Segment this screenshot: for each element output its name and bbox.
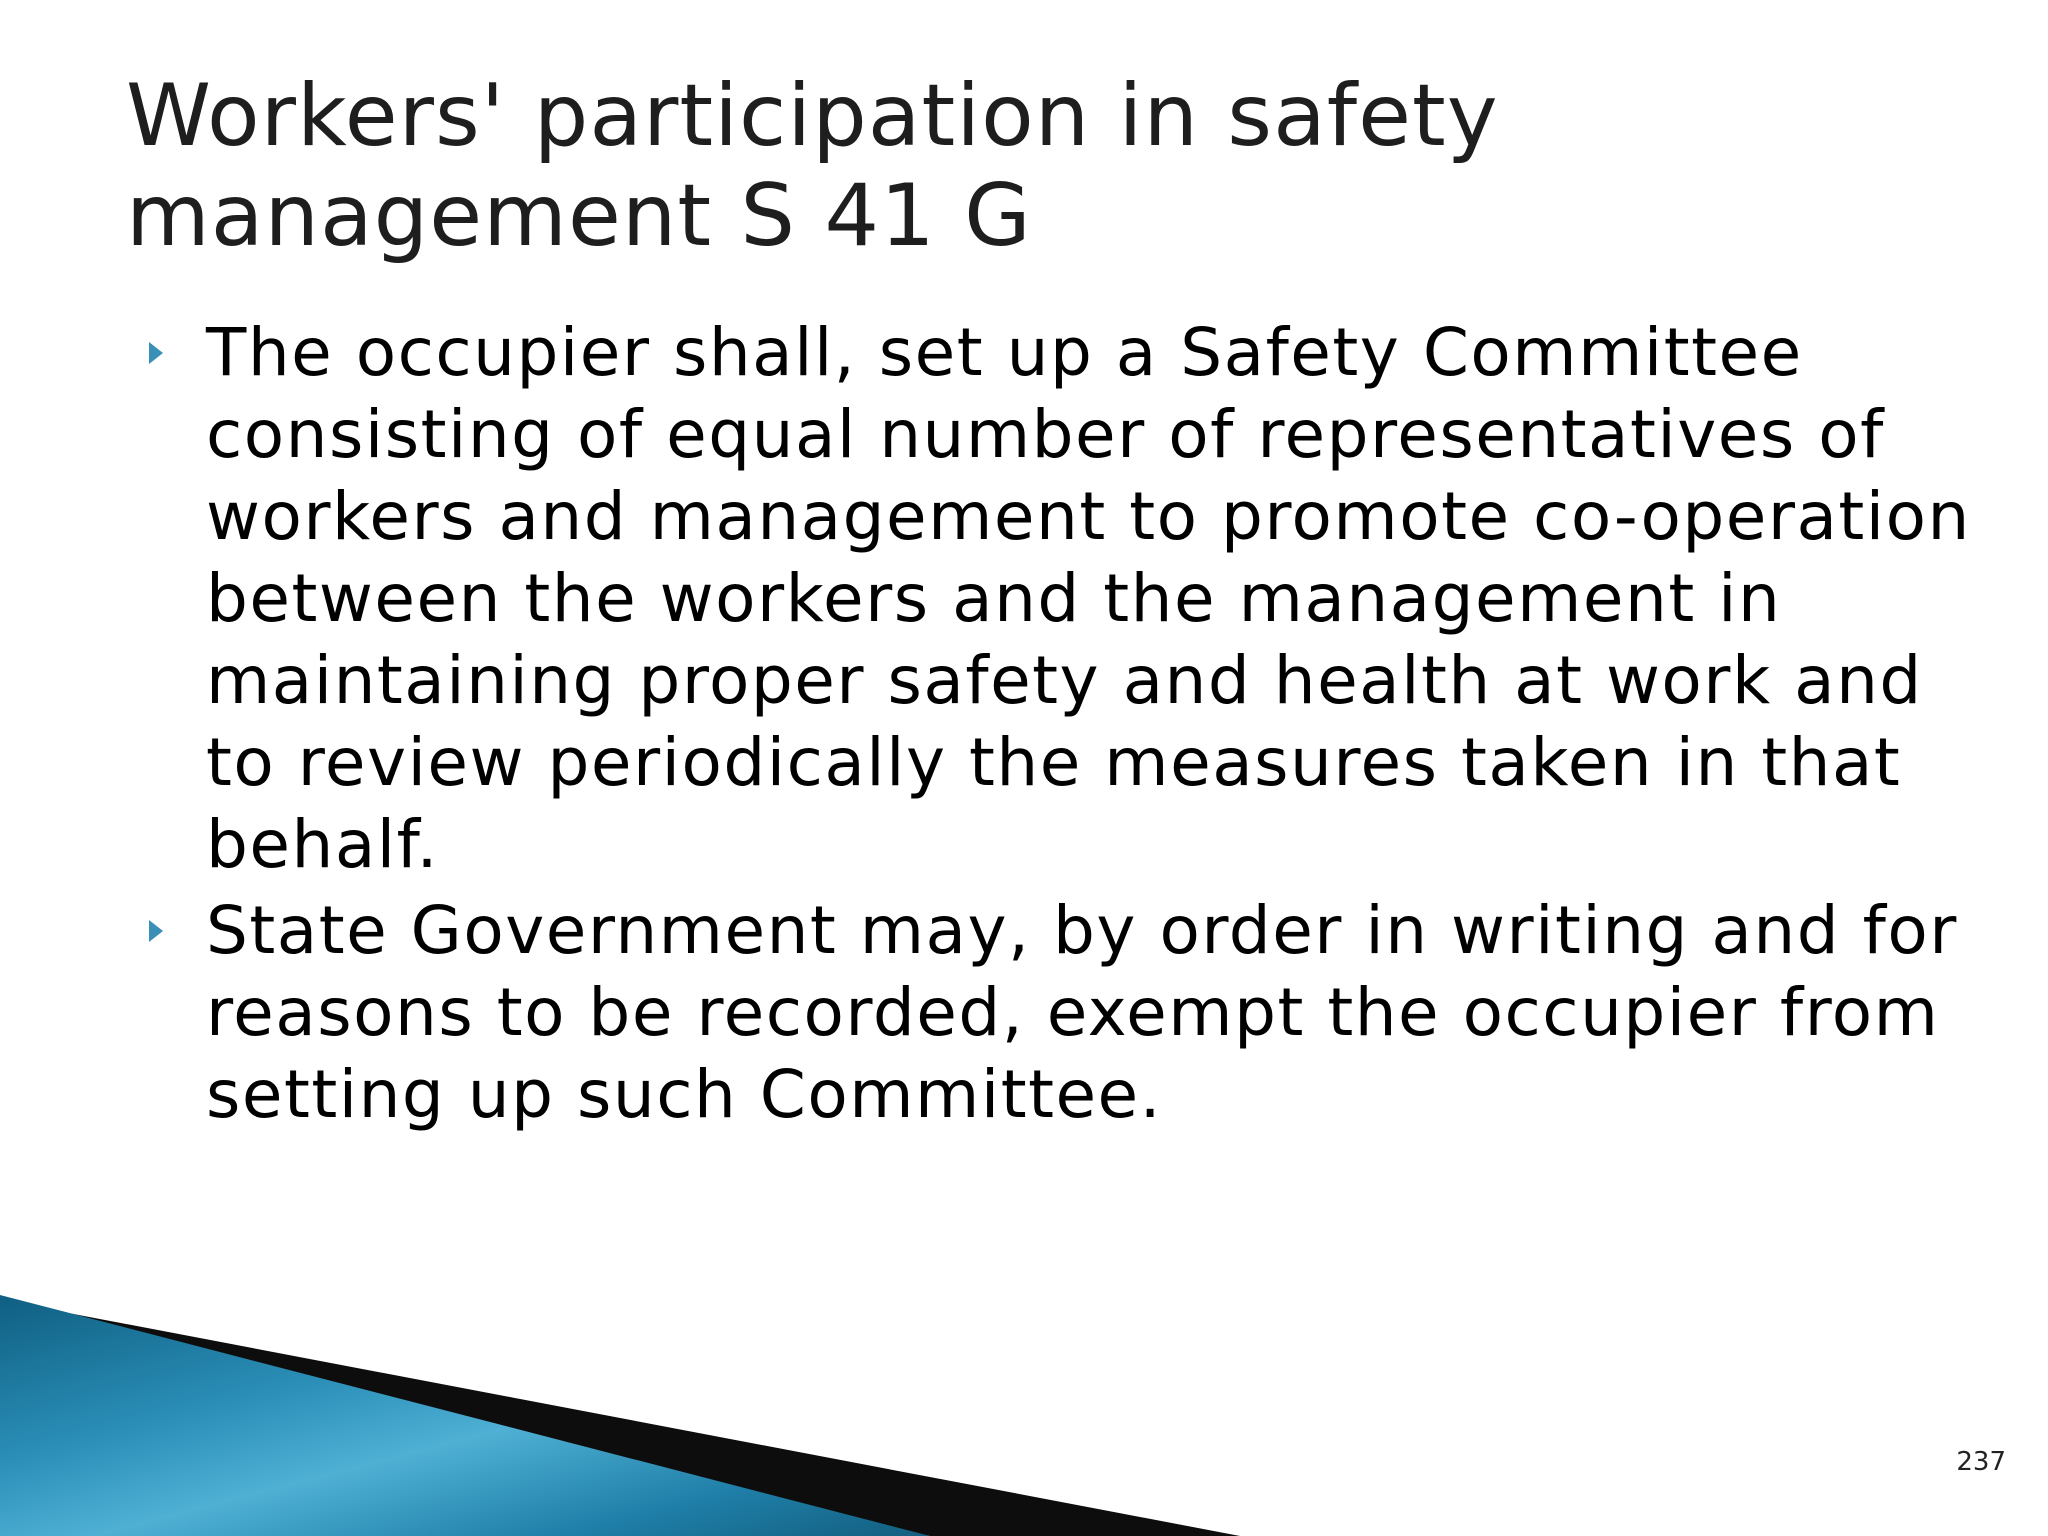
decorative-swoosh [0, 1280, 2048, 1536]
slide-title-line-1: Workers' participation in safety [126, 66, 1499, 166]
bullet-item [148, 890, 1988, 1136]
bullet-item [148, 312, 1988, 886]
triangle-right-icon [148, 890, 206, 972]
triangle-right-icon [148, 312, 206, 394]
page-number: 237 [1956, 1447, 2006, 1477]
bullet-text: The occupier shall, set up a Safety Committee consisting of equal number of representatives of workers and management to promote co-operation between the workers and the management in maintaining proper safety and health at work and to review periodically the measures taken in that behalf. [206, 314, 1971, 883]
bullet-list [148, 312, 1988, 1140]
slide-title-line-2: management S 41 G [126, 166, 1032, 266]
bullet-text: State Government may, by order in writing and for reasons to be recorded, exempt the occupier from setting up such Committee. [206, 892, 1958, 1133]
slide-title [126, 66, 1826, 266]
